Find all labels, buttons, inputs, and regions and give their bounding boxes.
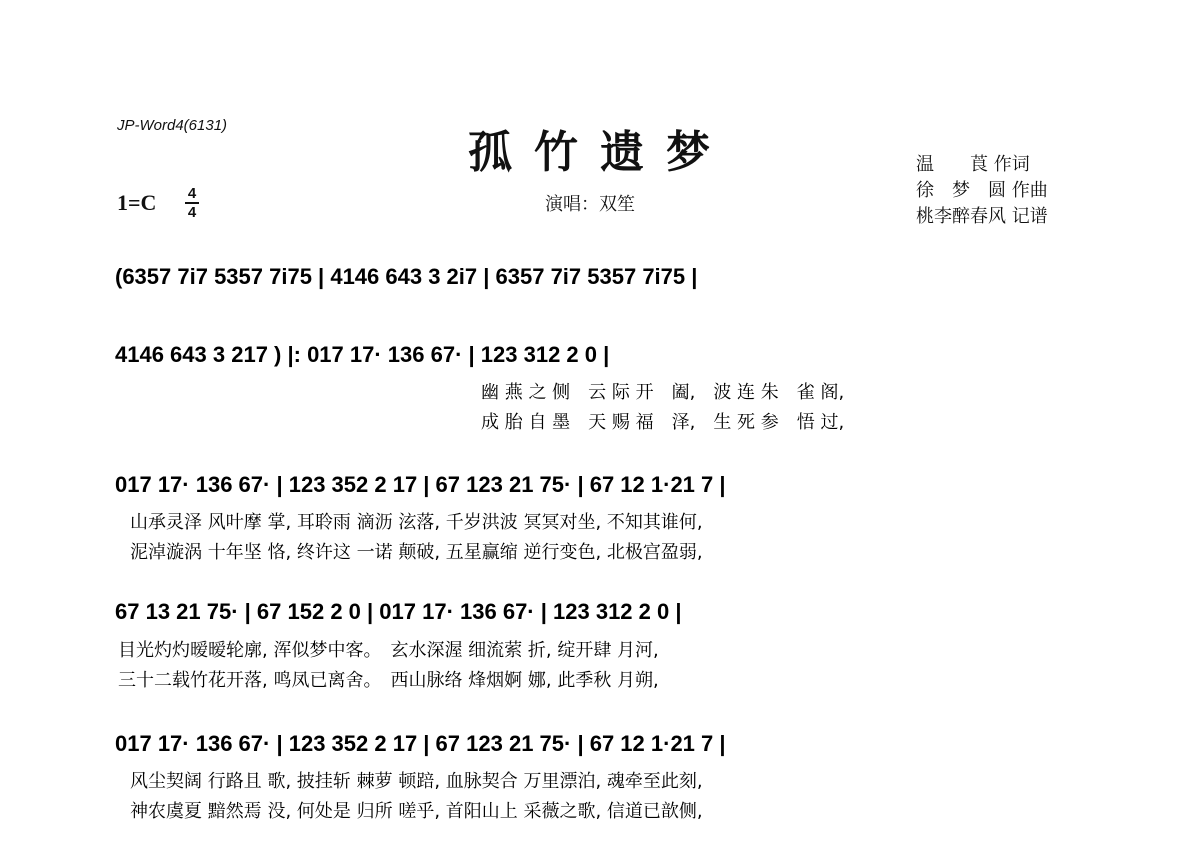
time-signature-bottom: 4 [187, 204, 197, 221]
singer-credit: 演唱：双笙 [545, 194, 635, 215]
system-2 [115, 342, 844, 433]
system-5 [115, 731, 726, 822]
system-1 [115, 264, 697, 289]
lyricist-credit: 温 莨 作词 [916, 154, 1030, 175]
lyric-verse-1: 风尘契阔 行路且 歌, 披挂斩 棘萝 顿踣, 血脉契合 万里漂泊, 魂牵至此刻, [130, 771, 703, 792]
lyric-verse-1: 幽 燕 之 侧 云 际 开 阖, 波 连 朱 雀 阁, [481, 382, 845, 403]
notation-line: 67 13 21 75· | 67 152 2 0 | 017 17· 136 67· | 123 312 2 0 | [115, 599, 682, 624]
software-watermark: JP-Word4(6131) [117, 117, 228, 134]
lyric-verse-1: 山承灵泽 风叶摩 掌, 耳聆雨 滴沥 泫落, 千岁洪波 冥冥对坐, 不知其谁何, [130, 512, 703, 533]
time-signature-top: 4 [187, 185, 197, 202]
system-4 [115, 599, 682, 691]
key-signature: 1=C [117, 190, 157, 215]
lyric-verse-2: 成 胎 自 墨 天 赐 福 泽, 生 死 参 悟 过, [481, 412, 845, 433]
lyric-verse-2: 三十二载竹花开落, 鸣凤已离舍。 西山脉络 烽烟婀 娜, 此季秋 月朔, [118, 670, 659, 691]
lyric-verse-1: 目光灼灼暧暧轮廓, 浑似梦中客。 玄水深渥 细流萦 折, 绽开肆 月河, [118, 640, 659, 661]
composer-credit: 徐 梦 圆 作曲 [916, 180, 1048, 201]
notation-line: 017 17· 136 67· | 123 352 2 17 | 67 123 21 75· | 67 12 1·21 7 | [115, 472, 726, 497]
notation-line: 017 17· 136 67· | 123 352 2 17 | 67 123 21 75· | 67 12 1·21 7 | [115, 731, 726, 756]
notation-line: 4146 643 3 217 ) |: 017 17· 136 67· | 123 312 2 0 | [115, 342, 610, 367]
lyric-verse-2: 神农虞夏 黯然焉 没, 何处是 归所 嗟乎, 首阳山上 采薇之歌, 信道已歆侧, [130, 801, 703, 822]
transcriber-credit: 桃李醉春风 记谱 [916, 206, 1048, 227]
lyric-verse-2: 泥淖漩涡 十年坚 恪, 终许这 一诺 颠破, 五星赢缩 逆行变色, 北极宫盈弱, [130, 542, 703, 563]
song-title: 孤竹遗梦 [468, 127, 732, 178]
notation-line: (6357 7i7 5357 7i75 | 4146 643 3 2i7 | 6357 7i7 5357 7i75 | [115, 264, 698, 289]
system-3 [115, 472, 726, 563]
